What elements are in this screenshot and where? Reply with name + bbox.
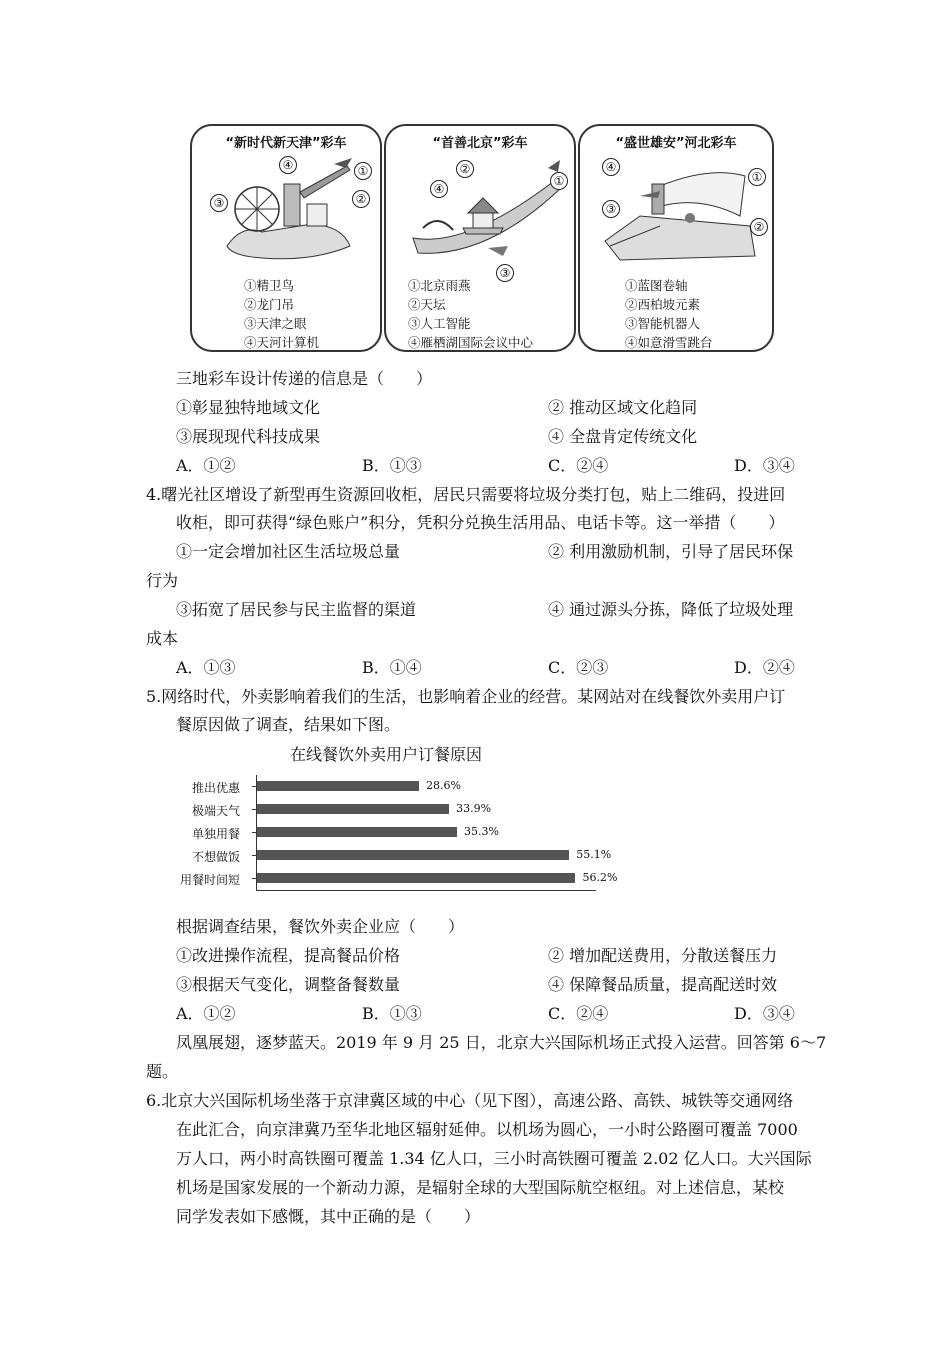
bar-category-label: 单独用餐 <box>191 827 240 841</box>
y-tick <box>252 855 256 856</box>
legend-item: ②天坛 <box>408 297 446 312</box>
q3-choice-a: A．①② <box>176 456 236 475</box>
legend-item: ③人工智能 <box>408 316 471 331</box>
q5-choice-b: B．①③ <box>362 1004 422 1023</box>
q4-option-1: ①一定会增加社区生活垃圾总量 <box>176 542 401 561</box>
panel-legend <box>408 276 533 352</box>
marker-4: ④ <box>602 158 620 176</box>
bar <box>257 781 419 791</box>
q3-option-2: ② 推动区域文化趋同 <box>548 398 698 417</box>
q5-option-1: ①改进操作流程，提高餐品价格 <box>176 946 401 965</box>
q3-choice-b: B．①③ <box>362 456 422 475</box>
hebei-float-illustration <box>600 156 760 266</box>
q5-choice-d: D．③④ <box>734 1004 795 1023</box>
legend-item: ③智能机器人 <box>625 316 701 331</box>
q4-stem-line2: 收柜，即可获得“绿色账户”积分，凭积分兑换生活用品、电话卡等。这一举措（ ） <box>176 513 785 532</box>
q4-option-4-cont: 成本 <box>146 629 179 648</box>
q4-option-2-cont: 行为 <box>146 571 179 590</box>
float-panel-hebei <box>578 124 774 352</box>
q6-stem-line3: 万人口，两小时高铁圈可覆盖 1.34 亿人口，三小时高铁圈可覆盖 2.02 亿人口。大兴国际 <box>176 1149 812 1168</box>
q4-option-2: ② 利用激励机制，引导了居民环保 <box>548 542 794 561</box>
q4-option-4: ④ 通过源头分拣，降低了垃圾处理 <box>548 600 794 619</box>
q5-option-2: ② 增加配送费用，分散送餐压力 <box>548 946 778 965</box>
y-tick <box>252 809 256 810</box>
marker-4: ④ <box>430 180 448 198</box>
y-tick <box>252 832 256 833</box>
q3-choice-c: C．②④ <box>548 456 609 475</box>
panel-title: “首善北京”彩车 <box>432 136 528 151</box>
bar-value-label: 28.6% <box>426 779 462 792</box>
intro-6-7-line1: 凤凰展翅，逐梦蓝天。2019 年 9 月 25 日，北京大兴国际机场正式投入运营。回答第 6～7 <box>176 1033 827 1052</box>
legend-item: ④如意滑雪跳台 <box>625 335 713 350</box>
q4-choice-c: C．②③ <box>548 658 609 677</box>
legend-item: ①北京雨燕 <box>408 278 471 293</box>
bar-category-label: 不想做饭 <box>191 850 240 864</box>
q6-stem-line4: 机场是国家发展的一个新动力源，是辐射全球的大型国际航空枢纽。对上述信息，某校 <box>176 1178 785 1197</box>
q5-stem-line1: 5.网络时代，外卖影响着我们的生活，也影响着企业的经营。某网站对在线餐饮外卖用户订 <box>146 687 786 706</box>
marker-4: ④ <box>279 156 297 174</box>
q4-choice-d: D．②④ <box>734 658 795 677</box>
marker-3: ③ <box>602 200 620 218</box>
bar-chart <box>180 775 618 895</box>
legend-item: ④天河计算机 <box>244 335 320 350</box>
intro-6-7-line2: 题。 <box>146 1062 179 1081</box>
legend-item: ①精卫鸟 <box>244 278 295 293</box>
marker-1: ① <box>748 168 766 186</box>
q5-option-4: ④ 保障餐品质量，提高配送时效 <box>548 975 778 994</box>
bar-value-label: 55.1% <box>576 848 612 861</box>
chart-title: 在线餐饮外卖用户订餐原因 <box>290 745 483 764</box>
beijing-float-illustration <box>408 158 568 263</box>
marker-2: ② <box>750 218 768 236</box>
legend-item: ④雁栖湖国际会议中心 <box>408 335 534 350</box>
marker-2: ② <box>456 160 474 178</box>
bar-category-label: 极端天气 <box>191 804 240 818</box>
bar <box>257 827 457 837</box>
q4-choice-a: A．①③ <box>176 658 236 677</box>
panel-legend <box>625 276 713 352</box>
q5-choice-c: C．②④ <box>548 1004 609 1023</box>
marker-3: ③ <box>496 264 514 282</box>
q5-stem-line2: 餐原因做了调查，结果如下图。 <box>176 715 401 734</box>
q3-option-1: ①彰显独特地域文化 <box>176 398 321 417</box>
marker-3: ③ <box>210 194 228 212</box>
q4-stem-line1: 4.曙光社区增设了新型再生资源回收柜，居民只需要将垃圾分类打包，贴上二维码，投进回 <box>146 485 786 504</box>
q6-stem-line2: 在此汇合，向京津冀乃至华北地区辐射延伸。以机场为圆心，一小时公路圈可覆盖 7000 <box>176 1120 798 1139</box>
q5-choice-a: A．①② <box>176 1004 236 1023</box>
q6-stem-line5: 同学发表如下感慨，其中正确的是（ ） <box>176 1207 481 1226</box>
q3-choice-d: D．③④ <box>734 456 795 475</box>
y-tick <box>252 786 256 787</box>
bar <box>257 873 575 883</box>
bar-value-label: 35.3% <box>464 825 499 838</box>
panel-title: “盛世雄安”河北彩车 <box>615 136 737 151</box>
marker-1: ① <box>550 172 568 190</box>
legend-item: ②西柏坡元素 <box>625 297 701 312</box>
q4-option-3: ③拓宽了居民参与民主监督的渠道 <box>176 600 417 619</box>
legend-item: ③天津之眼 <box>244 316 307 331</box>
x-axis <box>256 890 596 891</box>
bar <box>257 804 449 814</box>
q3-option-4: ④ 全盘肯定传统文化 <box>548 427 698 446</box>
q5-option-3: ③根据天气变化，调整备餐数量 <box>176 975 401 994</box>
q5-question: 根据调查结果，餐饮外卖企业应（ ） <box>176 917 465 936</box>
float-panel-beijing <box>384 124 576 352</box>
marker-1: ① <box>354 162 372 180</box>
bar-value-label: 33.9% <box>456 802 492 815</box>
panel-legend <box>244 276 319 352</box>
legend-item: ①蓝图卷轴 <box>625 278 688 293</box>
float-panel-tianjin <box>190 124 382 352</box>
q4-choice-b: B．①④ <box>362 658 422 677</box>
q6-stem-line1: 6.北京大兴国际机场坐落于京津冀区域的中心（见下图），高速公路、高铁、城铁等交通网络 <box>146 1091 794 1110</box>
legend-item: ②龙门吊 <box>244 297 295 312</box>
bar-value-label: 56.2% <box>582 871 618 884</box>
q3-stem: 三地彩车设计传递的信息是（ ） <box>176 369 433 388</box>
panel-title: “新时代新天津”彩车 <box>225 136 347 151</box>
bar <box>257 850 569 860</box>
y-tick <box>252 878 256 879</box>
marker-2: ② <box>352 190 370 208</box>
bar-category-label: 用餐时间短 <box>180 873 241 887</box>
q3-option-3: ③展现现代科技成果 <box>176 427 321 446</box>
bar-category-label: 推出优惠 <box>191 781 240 795</box>
